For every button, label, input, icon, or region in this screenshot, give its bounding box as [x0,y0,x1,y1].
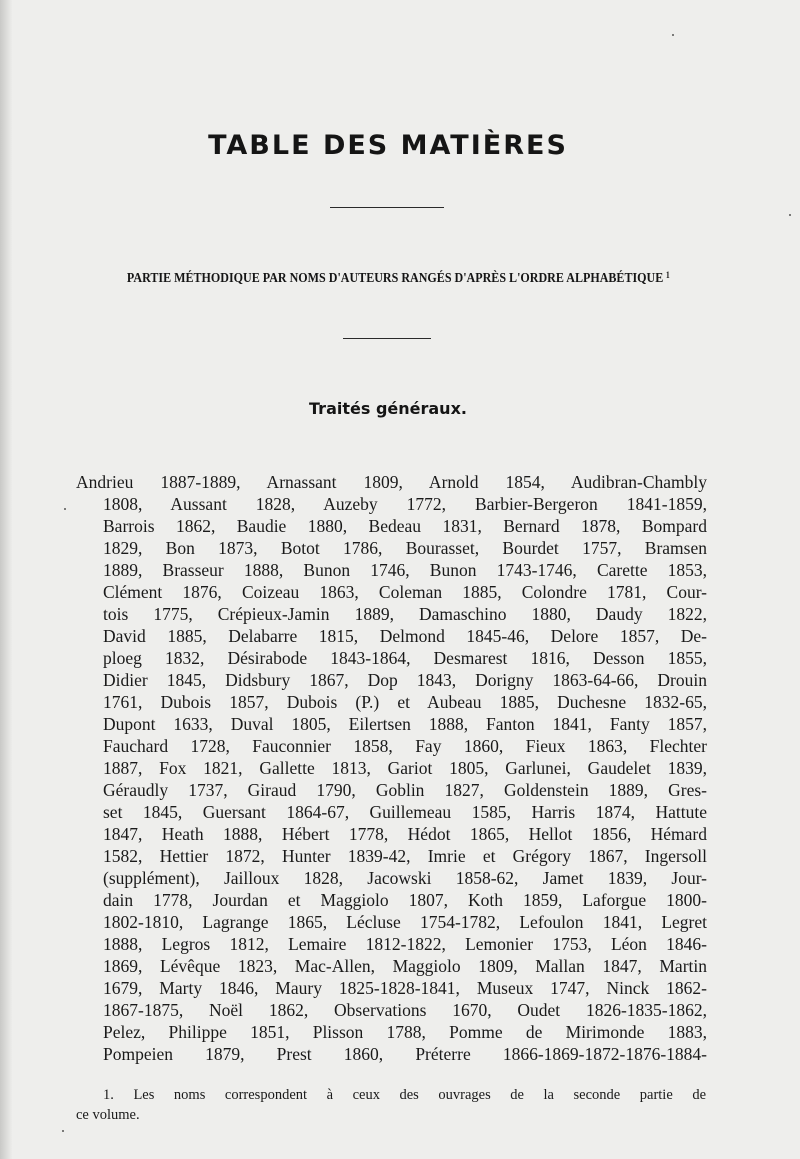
text-line: Pelez, Philippe 1851, Plisson 1788, Pomme de Mirimonde 1883, [103,1022,707,1042]
text-line: Fauchard 1728, Fauconnier 1858, Fay 1860, Fieux 1863, Flechter [103,736,707,756]
footnote-text: Les noms correspondent à ceux des ouvrages de la seconde partie de [133,1087,707,1103]
part-heading-text: PARTIE MÉTHODIQUE PAR NOMS D'AUTEURS RANGÉS D'APRÈS L'ORDRE ALPHABÉTIQUE [126,271,664,286]
paper-speck [62,1130,64,1132]
text-line: set 1845, Guersant 1864-67, Guillemeau 1585, Harris 1874, Hattute [103,802,707,822]
text-line: Clément 1876, Coizeau 1863, Coleman 1885, Colondre 1781, Cour- [103,582,707,602]
text-line: 1582, Hettier 1872, Hunter 1839-42, Imrie et Grégory 1867, Ingersoll [103,846,707,866]
text-line: David 1885, Delabarre 1815, Delmond 1845-46, Delore 1857, De- [103,626,707,646]
page-binding-shadow [0,0,12,1159]
text-line: tois 1775, Crépieux-Jamin 1889, Damaschino 1880, Daudy 1822, [103,604,707,624]
text-line: Andrieu 1887-1889, Arnassant 1809, Arnold 1854, Audibran-Chambly [76,472,707,492]
text-line: 1808, Aussant 1828, Auzeby 1772, Barbier-Bergeron 1841-1859, [103,494,707,514]
text-line: ploeg 1832, Désirabode 1843-1864, Desmarest 1816, Desson 1855, [103,648,707,668]
text-line: 1847, Heath 1888, Hébert 1778, Hédot 1865, Hellot 1856, Hémard [103,824,707,844]
text-line: 1869, Lévêque 1823, Mac-Allen, Maggiolo 1809, Mallan 1847, Martin [103,956,707,976]
text-line: Pompeien 1879, Prest 1860, Préterre 1866-1869-1872-1876-1884- [103,1044,707,1064]
text-line: dain 1778, Jourdan et Maggiolo 1807, Koth 1859, Laforgue 1800- [103,890,707,910]
text-line: 1679, Marty 1846, Maury 1825-1828-1841, Museux 1747, Ninck 1862- [103,978,707,998]
page-title: TABLE DES MATIÈRES [208,130,568,161]
text-line: 1802-1810, Lagrange 1865, Lécluse 1754-1782, Lefoulon 1841, Legret [103,912,707,932]
text-line: Didier 1845, Didsbury 1867, Dop 1843, Dorigny 1863-64-66, Drouin [103,670,707,690]
text-line: 1761, Dubois 1857, Dubois (P.) et Aubeau 1885, Duchesne 1832-65, [103,692,707,712]
text-line: Géraudly 1737, Giraud 1790, Goblin 1827, Goldenstein 1889, Gres- [103,780,707,800]
paper-speck [672,34,674,36]
part-heading [54,270,742,287]
title-divider [330,207,444,208]
text-line: 1889, Brasseur 1888, Bunon 1746, Bunon 1743-1746, Carette 1853, [103,560,707,580]
section-heading: Traités généraux. [309,399,467,418]
text-line: 1829, Bon 1873, Botot 1786, Bourasset, Bourdet 1757, Bramsen [103,538,707,558]
text-line: Dupont 1633, Duval 1805, Eilertsen 1888, Fanton 1841, Fanty 1857, [103,714,707,734]
text-line: 1867-1875, Noël 1862, Observations 1670, Oudet 1826-1835-1862, [103,1000,707,1020]
footnote-line [76,1085,706,1105]
text-line: 1888, Legros 1812, Lemaire 1812-1822, Lemonier 1753, Léon 1846- [103,934,707,954]
section-divider [343,338,431,339]
text-line: 1887, Fox 1821, Gallette 1813, Gariot 1805, Garlunei, Gaudelet 1839, [103,758,707,778]
paper-speck [789,214,791,216]
footnote-marker: 1. [103,1087,114,1103]
author-index-paragraph [76,471,707,1065]
text-line: (supplément), Jailloux 1828, Jacowski 1858-62, Jamet 1839, Jour- [103,868,707,888]
text-line: Barrois 1862, Baudie 1880, Bedeau 1831, Bernard 1878, Bompard [103,516,707,536]
footnote [76,1085,706,1125]
footnote-reference: 1 [665,270,670,280]
paper-speck [64,508,66,510]
footnote-line: ce volume. [76,1107,140,1123]
